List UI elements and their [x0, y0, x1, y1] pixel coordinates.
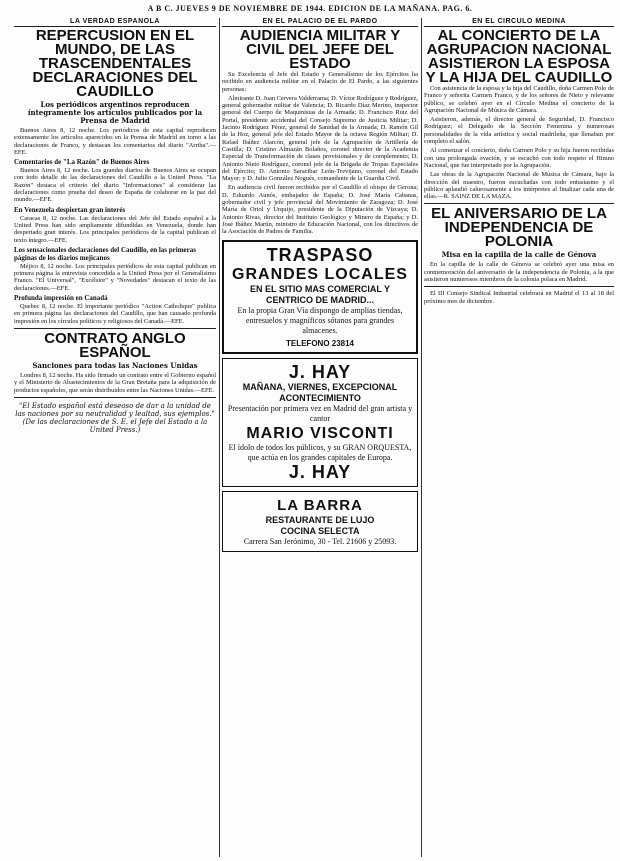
ad-phone: TELEFONO 23814: [285, 338, 355, 348]
deck: Los periódicos argentinos reproducen íntegramente los artículos publicados por la Prensa de Madrid: [27, 100, 203, 125]
ad-title: TRASPASO: [266, 244, 374, 265]
divider: [14, 328, 216, 329]
section-kicker: LA VERDAD ESPAÑOLA: [14, 18, 216, 27]
ad-jhay: [222, 358, 418, 487]
headline-polonia: EL ANIVERSARIO DE LA INDEPENDENCIA DE POLONIA: [431, 205, 607, 251]
ad-traspaso: [222, 240, 418, 354]
paragraph: Buenos Aires 8, 12 noche. Los periódicos de esta capital reproducen extensamente los artículos aparecidos en la Prensa de Madrid en torno a las declaraciones de Franco, y destacan los comentarios del diario "Arriba".—EFE.: [14, 127, 216, 156]
ad-line: COCINA SELECTA: [280, 525, 360, 536]
paragraph: Las obras de la Agrupación Nacional de Música de Cámara, bajo la dirección del maestro, fueron escuchadas con todo entusiasmo y el público aplaudió calurosamente a los intérpretes al finalizar cada una de ellas.—R. SAINZ DE LA MAZA.: [424, 171, 614, 201]
paragraph: El III Consejo Sindical Industrial celebrará en Madrid el 13 al 18 del próximo mes de diciembre.: [424, 290, 614, 305]
divider: [424, 286, 614, 287]
headline: REPERCUSION EN EL MUNDO, DE LAS TRASCENDENTALES DECLARACIONES DEL CAUDILLO: [32, 27, 198, 100]
ad-line: EN EL SITIO MAS COMERCIAL Y CENTRICO DE MADRID...: [249, 283, 391, 305]
paragraph: Su Excelencia el Jefe del Estado y Generalísimo de los Ejércitos ha recibido en audiencia militar en el Palacio de El Pardo, a las siguientes personas:: [222, 71, 418, 93]
headline: AUDIENCIA MILITAR Y CIVIL DEL JEFE DEL ESTADO: [239, 27, 401, 72]
column-middle: [222, 18, 418, 857]
paragraph: En audiencia civil fueron recibidos por el Caudillo el obispo de Gerona; D. Eduardo Aunós, embajador de España; D. José María Cabanas, gobernador civil y jefe provincial del Movimiento de Zaragoza; D. José María de Oriol y Urquijo, presidente de la Diputación de Vizcaya; D. Antonio Rivas, director del Instituto Geológico y Minero de España; y D. José Ibáñez Martín, ministro de Educación Nacional, con los directivos de la Asociación de Padres de Familia.: [222, 184, 418, 236]
divider: [424, 203, 614, 204]
paragraph: Con asistencia de la esposa y la hija del Caudillo, doña Carmen Polo de Franco y señorita Carmen Franco, y de los señores de Nieto y relevante público, se celebró ayer en el Círculo Medina el concierto de la Agrupación Nacional de Música de Cámara.: [424, 85, 614, 114]
ad-title: J. HAY: [288, 361, 352, 382]
paragraph: Al comenzar el concierto, doña Carmen Polo y su hija fueron recibidas con una prolongada ovación, y se escuchó con todo respeto el Himno Nacional, que fue interpretado por la Agrupación.: [424, 147, 614, 169]
section-kicker: EN EL PALACIO DE EL PARDO: [222, 18, 418, 27]
ad-star: MARIO VISCONTI: [246, 424, 394, 442]
subheading: En Venezuela despiertan gran interés: [14, 205, 126, 214]
ad-text: En la propia Gran Vía dispongo de amplias tiendas, entresuelos y magníficos sótanos para grandes almacenes.: [237, 305, 403, 335]
ad-text: Presentación por primera vez en Madrid del gran artista y cantor: [227, 403, 413, 423]
paragraph: Londres 8, 12 noche. Ha sido firmado un contrato entre el Gobierno español y el Ministerio de Abastecimientos de la Gran Bretaña para la adquisición de productos españoles, que serán distribuidos entre las Naciones Unidas.—EFE.: [14, 371, 216, 394]
subheading: Comentarios de "La Razón" de Buenos Aires: [14, 158, 150, 167]
paragraph: Caracas 8, 12 noche. Las declaraciones del Jefe del Estado español a la United Press han sido ampliamente difundidas en Venezuela, donde han despertado gran interés. Los principales periódicos de la capital publican el texto íntegro.—EFE.: [14, 214, 216, 244]
paragraph: Almirante D. Juan Cervera Valderrama; D. Víctor Rodríguez y Rodríguez, general gobernador militar de Valencia; D. Ricardo Díaz Merino, inspector general del Cuerpo de Maquinistas de la Armada; D. Francisco Ruiz del Portal, presidente accidental del Consejo Supremo de Justicia Militar; D. Jacinto Rodríguez Pérez, general de Sanidad de la Armada; D. Ramón Gil de la Hoz, general jefe del Estado Mayor de la octava Región Militar; D. Rafael Ibáñez Alarcón, general jefe de la Agrupación de Artillería de Castilla; D. Cristino Almazán Bolaños, coronel director de la Academia Especial de Transformación de clases provisionales y de complemento; D. Antonio Nieto Rodríguez, coronel jefe de la Brigada de Tropas Especiales del Ejército; D. Antonio Saracibar León-Trevijano, coronel del Estado Mayor; y D. Julio González Nogués, comandante de la Guardia Civil.: [222, 94, 418, 183]
section-kicker: EN EL CIRCULO MEDINA: [424, 18, 614, 27]
ad-title: GRANDES LOCALES: [232, 265, 408, 283]
headline: AL CONCIERTO DE LA AGRUPACION NACIONAL ASISTIERON LA ESPOSA Y LA HIJA DEL CAUDILLO: [425, 27, 613, 86]
ad-title: J. HAY: [288, 461, 352, 482]
ad-line: MAÑANA, VIERNES, EXCEPCIONAL ACONTECIMIENTO: [242, 381, 398, 403]
ad-text: El ídolo de todos los públicos, y su GRAN ORQUESTA, que actúa en los grandes capitales de Europa.: [228, 442, 412, 462]
column-right: [424, 18, 614, 857]
column-left: [14, 18, 216, 857]
paragraph: En la capilla de la calle de Génova se celebró ayer una misa en conmemoración del aniversario de la independencia de Polonia, a la que asistieron numerosos miembros de la colonia polaca en Madrid.: [424, 261, 614, 284]
ad-la-barra: [222, 491, 418, 552]
column-rule: [219, 18, 220, 857]
headline-contrato: CONTRATO ANGLO ESPAÑOL: [44, 329, 186, 361]
ad-text: Carrera San Jerónimo, 30 - Tel. 21606 y 25093.: [243, 536, 397, 546]
subheading: Profunda impresión en Canadá: [14, 294, 108, 303]
column-rule: [421, 18, 422, 857]
divider: [14, 397, 216, 398]
ad-title: LA BARRA: [277, 496, 363, 514]
paragraph: Buenos Aires 8, 12 noche. Los grandes diarios de Buenos Aires se ocupan con todo detalle de las declaraciones del Caudillo a la United Press. "La Razón" destaca el criterio del diario "Informaciones" al considerar las declaraciones como prueba del deseo de España de colaborar en la paz del mundo.—EFE.: [14, 167, 216, 204]
paragraph: Méjico 8, 12 noche. Los principales periódicos de esta capital publican en primera página la entrevista concedida a la United Press por el Generalísimo Franco. "El Universal", "Excélsior" y "Novedades" destacan el texto de las declaraciones.—EFE.: [14, 262, 216, 292]
deck: Misa en la capilla de la calle de Génova: [441, 250, 597, 260]
paragraph: Quebec 8, 12 noche. El importante periódico "Action Catholique" publica en primera página las declaraciones del Caudillo, que han causado profunda impresión en los círculos políticos y religiosos del Canadá.—EFE.: [14, 303, 216, 325]
pull-quote: "El Estado español está deseoso de dar a la unidad de las naciones por su neutralidad y lealtad, sus ejemplos." (De las declaraciones de S. E. el Jefe del Estado a la United Press.): [15, 401, 215, 434]
ad-line: RESTAURANTE DE LUJO: [265, 514, 375, 525]
subheading: Los sensacionales declaraciones del Caudillo, en las primeras páginas de los diarios mejicanos: [14, 245, 196, 262]
page-header: A B C. JUEVES 9 DE NOVIEMBRE DE 1944. EDICION DE LA MAÑANA. PAG. 6.: [147, 4, 473, 13]
paragraph: Asistieron, además, el director general de Seguridad, D. Francisco Rodríguez; el Delegado de la Sección Femenina y numerosas personalidades de la vida artística y social madrileña, que llenaban por completo el salón.: [424, 116, 614, 146]
deck: Sanciones para todas las Naciones Unidas: [32, 360, 198, 370]
